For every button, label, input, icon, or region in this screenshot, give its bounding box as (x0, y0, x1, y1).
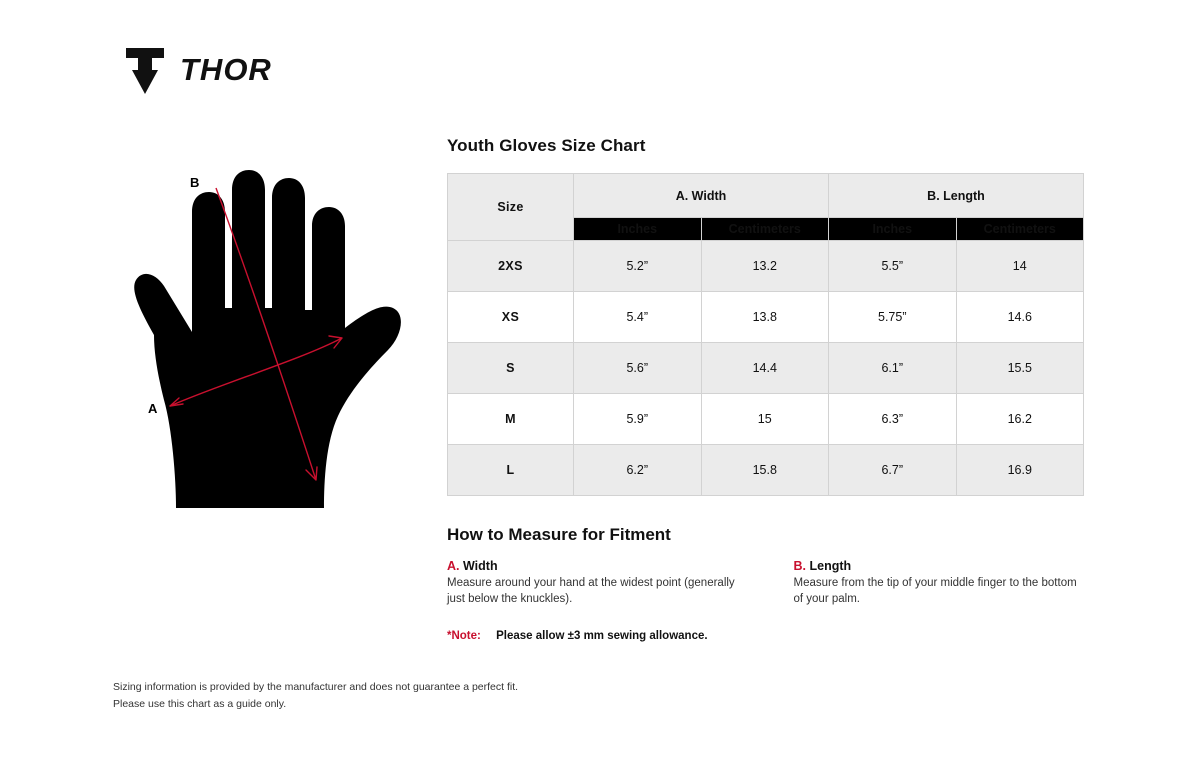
disclaimer-line-1: Sizing information is provided by the manufacturer and does not guarantee a perfect fit. (113, 681, 519, 693)
how-to-measure-columns (447, 559, 1087, 608)
table-header-row-groups (448, 174, 1084, 218)
cell-size: XS (448, 292, 574, 343)
header-width-inches: Inches (574, 218, 702, 241)
how-to-width-label: Width (462, 559, 498, 573)
cell-length-inches: 5.75” (829, 292, 957, 343)
cell-width-inches: 5.4” (574, 292, 702, 343)
how-to-measure-title: How to Measure for Fitment (447, 525, 671, 544)
chart-content (447, 136, 1087, 642)
glove-measurement-diagram (110, 160, 440, 540)
how-to-length-heading (794, 559, 1088, 573)
cell-width-cm: 13.8 (701, 292, 829, 343)
how-to-width-mark: A. (447, 559, 460, 573)
how-to-width-text: Measure around your hand at the widest point (generally just below the knuckles). (447, 577, 735, 605)
size-chart-table (447, 173, 1084, 496)
glove-silhouette (134, 170, 401, 508)
label-a: A (148, 401, 158, 416)
how-to-length-text: Measure from the tip of your middle finger to the bottom of your palm. (793, 577, 1077, 605)
cell-length-cm: 14.6 (956, 292, 1084, 343)
page-title: Youth Gloves Size Chart (447, 136, 646, 155)
cell-width-inches: 5.6” (574, 343, 702, 394)
how-to-length-mark: B. (793, 559, 806, 573)
table-row (448, 241, 1084, 292)
header-width-centimeters: Centimeters (701, 218, 829, 241)
cell-length-cm: 15.5 (956, 343, 1084, 394)
how-to-width-heading (447, 559, 741, 573)
table-row (448, 394, 1084, 445)
table-row (448, 343, 1084, 394)
cell-length-cm: 16.2 (956, 394, 1084, 445)
cell-width-cm: 15 (701, 394, 829, 445)
brand-wordmark (180, 54, 312, 88)
cell-length-inches: 5.5” (829, 241, 957, 292)
sewing-allowance-note (447, 630, 1087, 642)
cell-length-cm: 14 (956, 241, 1084, 292)
header-length-inches: Inches (829, 218, 957, 241)
thor-hammer-icon (124, 46, 166, 96)
cell-width-inches: 5.2” (574, 241, 702, 292)
note-label: *Note: (447, 629, 481, 642)
table-row (448, 445, 1084, 496)
disclaimer-line-2: Please use this chart as a guide only. (113, 698, 287, 710)
cell-length-inches: 6.3” (829, 394, 957, 445)
cell-width-cm: 14.4 (701, 343, 829, 394)
cell-size: L (448, 445, 574, 496)
header-length-centimeters: Centimeters (956, 218, 1084, 241)
svg-text:THOR: THOR (180, 54, 272, 87)
cell-size: 2XS (448, 241, 574, 292)
how-to-length-label: Length (809, 559, 852, 573)
cell-size: S (448, 343, 574, 394)
brand-logo (124, 46, 312, 96)
header-length-group: B. Length (829, 174, 1084, 218)
cell-length-inches: 6.1” (829, 343, 957, 394)
table-row (448, 292, 1084, 343)
cell-width-cm: 13.2 (701, 241, 829, 292)
header-width-group: A. Width (574, 174, 829, 218)
how-to-width (447, 559, 741, 608)
note-text: Please allow ±3 mm sewing allowance. (496, 629, 708, 642)
cell-size: M (448, 394, 574, 445)
cell-length-cm: 16.9 (956, 445, 1084, 496)
disclaimer-footer (113, 679, 518, 713)
cell-width-inches: 6.2” (574, 445, 702, 496)
cell-length-inches: 6.7” (829, 445, 957, 496)
header-size: Size (448, 174, 574, 241)
how-to-length (794, 559, 1088, 608)
label-b: B (190, 175, 200, 190)
cell-width-cm: 15.8 (701, 445, 829, 496)
cell-width-inches: 5.9” (574, 394, 702, 445)
